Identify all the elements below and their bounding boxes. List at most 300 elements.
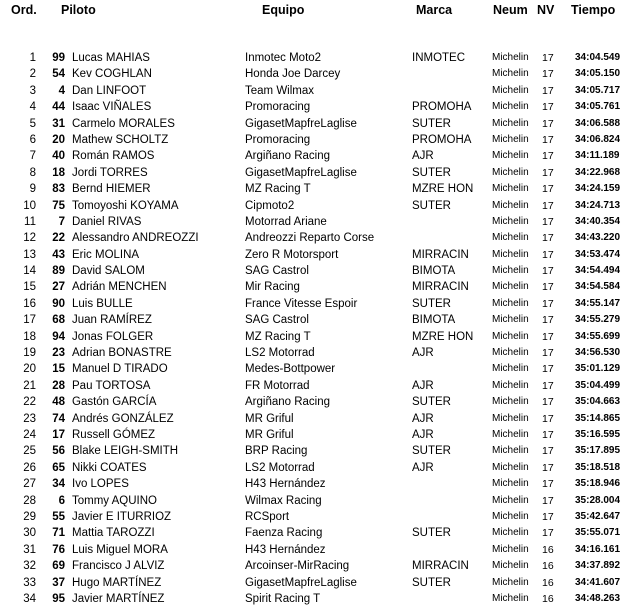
rider-name-cell: Lucas MAHIAS <box>72 52 150 64</box>
laps-cell: 17 <box>542 461 554 474</box>
bike-number-cell: 37 <box>52 576 65 589</box>
time-cell: 34:53.474 <box>575 248 621 260</box>
team-cell: MR Griful <box>245 412 294 425</box>
laps-cell: 17 <box>542 84 554 97</box>
tyre-cell: Michelin <box>492 215 529 227</box>
table-row <box>0 165 625 181</box>
position-cell: 31 <box>23 543 36 556</box>
team-cell: Team Wilmax <box>245 84 315 97</box>
team-cell: Inmotec Moto2 <box>245 52 322 64</box>
rider-name-cell: Tomoyoshi KOYAMA <box>72 199 179 212</box>
position-cell: 15 <box>23 281 36 294</box>
table-row <box>0 427 625 443</box>
laps-cell: 16 <box>542 576 554 589</box>
laps-cell: 17 <box>542 478 554 491</box>
make-cell: BIMOTA <box>412 314 456 327</box>
tyre-cell: Michelin <box>492 101 529 113</box>
time-cell: 34:48.263 <box>575 592 621 604</box>
table-row <box>0 329 625 345</box>
time-cell: 35:18.946 <box>575 478 621 490</box>
table-row <box>0 443 625 459</box>
laps-cell: 17 <box>542 68 554 81</box>
position-cell: 33 <box>23 576 36 589</box>
laps-cell: 17 <box>542 412 554 425</box>
time-cell: 35:42.647 <box>575 510 621 522</box>
rider-name-cell: Jonas FOLGER <box>72 330 154 343</box>
tyre-cell: Michelin <box>492 199 529 211</box>
laps-cell: 17 <box>542 199 554 212</box>
position-cell: 27 <box>23 478 36 491</box>
bike-number-cell: 83 <box>52 183 65 196</box>
team-cell: Arcoinser-MirRacing <box>245 560 350 573</box>
bike-number-cell: 74 <box>52 412 65 425</box>
position-cell: 9 <box>29 183 36 196</box>
team-cell: Zero R Motorsport <box>245 248 339 261</box>
time-cell: 35:28.004 <box>575 494 621 506</box>
tyre-cell: Michelin <box>492 527 529 539</box>
table-row <box>0 132 625 148</box>
team-cell: Promoracing <box>245 133 311 146</box>
team-cell: Honda Joe Darcey <box>245 68 341 81</box>
header-piloto: Piloto <box>61 3 96 17</box>
results-header <box>0 3 625 21</box>
laps-cell: 17 <box>542 248 554 261</box>
tyre-cell: Michelin <box>492 232 529 244</box>
make-cell: SUTER <box>412 297 451 310</box>
tyre-cell: Michelin <box>492 330 529 342</box>
table-row <box>0 361 625 377</box>
rider-name-cell: Juan RAMÍREZ <box>72 314 152 327</box>
make-cell: AJR <box>412 347 434 360</box>
header-tiempo: Tiempo <box>571 3 616 17</box>
laps-cell: 17 <box>542 510 554 523</box>
position-cell: 10 <box>23 199 36 212</box>
time-cell: 34:22.968 <box>575 166 621 178</box>
bike-number-cell: 71 <box>52 527 65 540</box>
rider-name-cell: Manuel D TIRADO <box>72 363 168 376</box>
laps-cell: 17 <box>542 363 554 376</box>
rider-name-cell: Tommy AQUINO <box>72 494 157 507</box>
team-cell: SAG Castrol <box>245 314 309 327</box>
position-cell: 24 <box>23 428 36 441</box>
laps-cell: 17 <box>542 150 554 163</box>
table-row <box>0 525 625 541</box>
position-cell: 29 <box>23 510 36 523</box>
table-row <box>0 116 625 132</box>
time-cell: 34:41.607 <box>575 576 621 588</box>
team-cell: RCSport <box>245 510 290 523</box>
team-cell: LS2 Motorrad <box>245 347 315 360</box>
team-cell: LS2 Motorrad <box>245 461 315 474</box>
tyre-cell: Michelin <box>492 248 529 260</box>
rider-name-cell: Isaac VIÑALES <box>72 101 152 114</box>
team-cell: MZ Racing T <box>245 330 311 343</box>
bike-number-cell: 4 <box>58 84 65 97</box>
header-neum: Neum <box>493 3 528 17</box>
time-cell: 35:18.518 <box>575 461 621 473</box>
table-row <box>0 296 625 312</box>
make-cell: AJR <box>412 150 434 163</box>
make-cell: PROMOHA <box>412 101 472 114</box>
rider-name-cell: Bernd HIEMER <box>72 183 151 196</box>
team-cell: GigasetMapfreLaglise <box>245 117 357 130</box>
bike-number-cell: 56 <box>52 445 65 458</box>
results-table <box>0 50 625 607</box>
bike-number-cell: 48 <box>52 396 65 409</box>
bike-number-cell: 89 <box>52 265 65 278</box>
rider-name-cell: Russell GÓMEZ <box>72 428 156 441</box>
tyre-cell: Michelin <box>492 84 529 96</box>
make-cell: INMOTEC <box>412 52 466 64</box>
team-cell: MZ Racing T <box>245 183 311 196</box>
make-cell: AJR <box>412 461 434 474</box>
make-cell: MZRE HON <box>412 183 474 196</box>
time-cell: 35:16.595 <box>575 428 621 440</box>
rider-name-cell: Ivo LOPES <box>72 478 129 491</box>
tyre-cell: Michelin <box>492 314 529 326</box>
header-marca: Marca <box>416 3 453 17</box>
table-row <box>0 378 625 394</box>
time-cell: 35:17.895 <box>575 445 621 457</box>
make-cell: SUTER <box>412 396 451 409</box>
make-cell: MIRRACIN <box>412 560 469 573</box>
time-cell: 35:04.663 <box>575 396 621 408</box>
bike-number-cell: 94 <box>52 330 65 343</box>
time-cell: 34:06.588 <box>575 117 621 129</box>
rider-name-cell: Javier E ITURRIOZ <box>72 510 172 523</box>
bike-number-cell: 6 <box>58 494 65 507</box>
team-cell: Faenza Racing <box>245 527 323 540</box>
rider-name-cell: Hugo MARTÍNEZ <box>72 576 162 589</box>
table-row <box>0 148 625 164</box>
bike-number-cell: 15 <box>52 363 65 376</box>
laps-cell: 17 <box>542 215 554 228</box>
bike-number-cell: 75 <box>52 199 65 212</box>
make-cell: SUTER <box>412 117 451 130</box>
laps-cell: 17 <box>542 117 554 130</box>
position-cell: 11 <box>24 215 36 228</box>
rider-name-cell: Eric MOLINA <box>72 248 140 261</box>
table-row <box>0 312 625 328</box>
time-cell: 34:54.584 <box>575 281 621 293</box>
position-cell: 14 <box>23 265 36 278</box>
tyre-cell: Michelin <box>492 183 529 195</box>
position-cell: 32 <box>23 560 36 573</box>
position-cell: 16 <box>23 297 36 310</box>
make-cell: SUTER <box>412 445 451 458</box>
time-cell: 34:55.147 <box>575 297 621 309</box>
table-row <box>0 394 625 410</box>
bike-number-cell: 65 <box>52 461 65 474</box>
rider-name-cell: Nikki COATES <box>72 461 147 474</box>
position-cell: 26 <box>23 461 36 474</box>
bike-number-cell: 69 <box>52 560 65 573</box>
laps-cell: 17 <box>542 396 554 409</box>
make-cell: SUTER <box>412 576 451 589</box>
table-row <box>0 493 625 509</box>
time-cell: 35:04.499 <box>575 379 621 391</box>
bike-number-cell: 23 <box>52 347 65 360</box>
bike-number-cell: 27 <box>52 281 65 294</box>
laps-cell: 16 <box>542 543 554 556</box>
table-row <box>0 558 625 574</box>
bike-number-cell: 31 <box>52 117 65 130</box>
laps-cell: 17 <box>542 314 554 327</box>
team-cell: France Vitesse Espoir <box>245 297 358 310</box>
laps-cell: 17 <box>542 183 554 196</box>
team-cell: Cipmoto2 <box>245 199 295 212</box>
tyre-cell: Michelin <box>492 592 529 604</box>
table-row <box>0 279 625 295</box>
team-cell: Medes-Bottpower <box>245 363 336 376</box>
laps-cell: 16 <box>542 592 554 605</box>
table-row <box>0 230 625 246</box>
position-cell: 5 <box>29 117 36 130</box>
make-cell: AJR <box>412 379 434 392</box>
tyre-cell: Michelin <box>492 478 529 490</box>
make-cell: MZRE HON <box>412 330 474 343</box>
tyre-cell: Michelin <box>492 117 529 129</box>
team-cell: H43 Hernández <box>245 478 326 491</box>
time-cell: 34:06.824 <box>575 133 621 145</box>
make-cell: AJR <box>412 428 434 441</box>
table-row <box>0 214 625 230</box>
rider-name-cell: Adrián MENCHEN <box>72 281 167 294</box>
table-row <box>0 198 625 214</box>
table-row <box>0 345 625 361</box>
position-cell: 21 <box>23 379 36 392</box>
time-cell: 34:04.549 <box>575 52 621 63</box>
time-cell: 35:55.071 <box>575 527 621 539</box>
make-cell: SUTER <box>412 166 451 179</box>
bike-number-cell: 22 <box>52 232 65 245</box>
tyre-cell: Michelin <box>492 297 529 309</box>
bike-number-cell: 20 <box>52 133 65 146</box>
bike-number-cell: 17 <box>52 428 65 441</box>
table-row <box>0 99 625 115</box>
tyre-cell: Michelin <box>492 396 529 408</box>
table-row <box>0 247 625 263</box>
time-cell: 35:01.129 <box>575 363 621 375</box>
rider-name-cell: Alessandro ANDREOZZI <box>72 232 199 245</box>
bike-number-cell: 28 <box>52 379 65 392</box>
tyre-cell: Michelin <box>492 68 529 80</box>
rider-name-cell: David SALOM <box>72 265 145 278</box>
laps-cell: 17 <box>542 347 554 360</box>
position-cell: 4 <box>29 101 36 114</box>
rider-name-cell: Javier MARTÍNEZ <box>72 592 165 605</box>
rider-name-cell: Gastón GARCÍA <box>72 396 157 409</box>
laps-cell: 17 <box>542 232 554 245</box>
laps-cell: 17 <box>542 330 554 343</box>
bike-number-cell: 90 <box>52 297 65 310</box>
time-cell: 34:56.530 <box>575 347 621 359</box>
tyre-cell: Michelin <box>492 543 529 555</box>
bike-number-cell: 44 <box>52 101 65 114</box>
rider-name-cell: Dan LINFOOT <box>72 84 147 97</box>
rider-name-cell: Jordi TORRES <box>72 166 148 179</box>
tyre-cell: Michelin <box>492 576 529 588</box>
time-cell: 34:05.761 <box>575 101 621 113</box>
bike-number-cell: 18 <box>52 166 65 179</box>
laps-cell: 17 <box>542 281 554 294</box>
laps-cell: 17 <box>542 379 554 392</box>
position-cell: 3 <box>29 84 36 97</box>
position-cell: 28 <box>23 494 36 507</box>
table-row <box>0 263 625 279</box>
team-cell: Argiñano Racing <box>245 396 331 409</box>
time-cell: 34:40.354 <box>575 215 621 227</box>
rider-name-cell: Kev COGHLAN <box>72 68 152 81</box>
position-cell: 30 <box>23 527 36 540</box>
team-cell: Promoracing <box>245 101 311 114</box>
position-cell: 8 <box>29 166 36 179</box>
bike-number-cell: 34 <box>52 478 65 491</box>
position-cell: 25 <box>23 445 36 458</box>
rider-name-cell: Román RAMOS <box>72 150 155 163</box>
laps-cell: 17 <box>542 445 554 458</box>
tyre-cell: Michelin <box>492 412 529 424</box>
header-ord: Ord. <box>11 3 37 17</box>
table-row <box>0 591 625 607</box>
position-cell: 34 <box>23 592 36 605</box>
make-cell: BIMOTA <box>412 265 456 278</box>
rider-name-cell: Luis BULLE <box>72 297 133 310</box>
time-cell: 34:55.279 <box>575 314 621 326</box>
team-cell: GigasetMapfreLaglise <box>245 576 357 589</box>
table-row <box>0 575 625 591</box>
time-cell: 34:24.159 <box>575 183 621 195</box>
tyre-cell: Michelin <box>492 428 529 440</box>
team-cell: BRP Racing <box>245 445 308 458</box>
position-cell: 2 <box>29 68 36 81</box>
tyre-cell: Michelin <box>492 166 529 178</box>
tyre-cell: Michelin <box>492 461 529 473</box>
position-cell: 19 <box>23 347 36 360</box>
laps-cell: 17 <box>542 428 554 441</box>
tyre-cell: Michelin <box>492 52 529 63</box>
table-row <box>0 83 625 99</box>
rider-name-cell: Pau TORTOSA <box>72 379 151 392</box>
time-cell: 34:11.189 <box>575 150 620 162</box>
laps-cell: 17 <box>542 527 554 540</box>
team-cell: FR Motorrad <box>245 379 310 392</box>
laps-cell: 17 <box>542 297 554 310</box>
table-row <box>0 460 625 476</box>
make-cell: PROMOHA <box>412 133 472 146</box>
table-row <box>0 66 625 82</box>
rider-name-cell: Francisco J ALVIZ <box>72 560 165 573</box>
position-cell: 22 <box>23 396 36 409</box>
bike-number-cell: 54 <box>52 68 65 81</box>
position-cell: 17 <box>23 314 36 327</box>
position-cell: 12 <box>23 232 36 245</box>
team-cell: Argiñano Racing <box>245 150 331 163</box>
tyre-cell: Michelin <box>492 281 529 293</box>
laps-cell: 17 <box>542 494 554 507</box>
tyre-cell: Michelin <box>492 150 529 162</box>
bike-number-cell: 7 <box>58 215 65 228</box>
make-cell: SUTER <box>412 199 451 212</box>
rider-name-cell: Luis Miguel MORA <box>72 543 168 556</box>
tyre-cell: Michelin <box>492 363 529 375</box>
time-cell: 34:43.220 <box>575 232 621 244</box>
tyre-cell: Michelin <box>492 560 529 572</box>
tyre-cell: Michelin <box>492 133 529 145</box>
time-cell: 34:54.494 <box>575 265 621 277</box>
time-cell: 34:24.713 <box>575 199 621 211</box>
tyre-cell: Michelin <box>492 445 529 457</box>
laps-cell: 17 <box>542 133 554 146</box>
rider-name-cell: Andrés GONZÁLEZ <box>72 412 174 425</box>
rider-name-cell: Adrian BONASTRE <box>72 347 172 360</box>
laps-cell: 16 <box>542 560 554 573</box>
position-cell: 1 <box>29 52 36 64</box>
team-cell: Motorrad Ariane <box>245 215 327 228</box>
time-cell: 34:16.161 <box>575 543 621 555</box>
team-cell: Spirit Racing T <box>245 592 321 605</box>
tyre-cell: Michelin <box>492 494 529 506</box>
rider-name-cell: Daniel RIVAS <box>72 215 142 228</box>
make-cell: MIRRACIN <box>412 248 469 261</box>
position-cell: 13 <box>23 248 36 261</box>
table-row <box>0 50 625 66</box>
make-cell: MIRRACIN <box>412 281 469 294</box>
team-cell: SAG Castrol <box>245 265 309 278</box>
bike-number-cell: 40 <box>52 150 65 163</box>
bike-number-cell: 43 <box>52 248 65 261</box>
bike-number-cell: 68 <box>52 314 65 327</box>
bike-number-cell: 55 <box>52 510 65 523</box>
rider-name-cell: Mathew SCHOLTZ <box>72 133 169 146</box>
table-row <box>0 476 625 492</box>
team-cell: Andreozzi Reparto Corse <box>245 232 375 245</box>
tyre-cell: Michelin <box>492 379 529 391</box>
time-cell: 34:05.717 <box>575 84 621 96</box>
position-cell: 23 <box>23 412 36 425</box>
rider-name-cell: Carmelo MORALES <box>72 117 175 130</box>
bike-number-cell: 76 <box>52 543 65 556</box>
team-cell: MR Griful <box>245 428 294 441</box>
laps-cell: 17 <box>542 101 554 114</box>
position-cell: 20 <box>23 363 36 376</box>
tyre-cell: Michelin <box>492 347 529 359</box>
table-row <box>0 542 625 558</box>
rider-name-cell: Mattia TAROZZI <box>72 527 155 540</box>
make-cell: AJR <box>412 412 434 425</box>
header-nv: NV <box>537 3 555 17</box>
header-equipo: Equipo <box>262 3 305 17</box>
position-cell: 7 <box>29 150 36 163</box>
rider-name-cell: Blake LEIGH-SMITH <box>72 445 179 458</box>
position-cell: 18 <box>23 330 36 343</box>
laps-cell: 17 <box>542 52 554 64</box>
team-cell: Mir Racing <box>245 281 300 294</box>
team-cell: Wilmax Racing <box>245 494 322 507</box>
time-cell: 34:37.892 <box>575 560 621 572</box>
table-row <box>0 509 625 525</box>
time-cell: 34:05.150 <box>575 68 621 80</box>
tyre-cell: Michelin <box>492 265 529 277</box>
time-cell: 34:55.699 <box>575 330 621 342</box>
time-cell: 35:14.865 <box>575 412 621 424</box>
team-cell: GigasetMapfreLaglise <box>245 166 357 179</box>
tyre-cell: Michelin <box>492 510 529 522</box>
laps-cell: 17 <box>542 265 554 278</box>
position-cell: 6 <box>29 133 36 146</box>
bike-number-cell: 95 <box>52 592 65 605</box>
team-cell: H43 Hernández <box>245 543 326 556</box>
